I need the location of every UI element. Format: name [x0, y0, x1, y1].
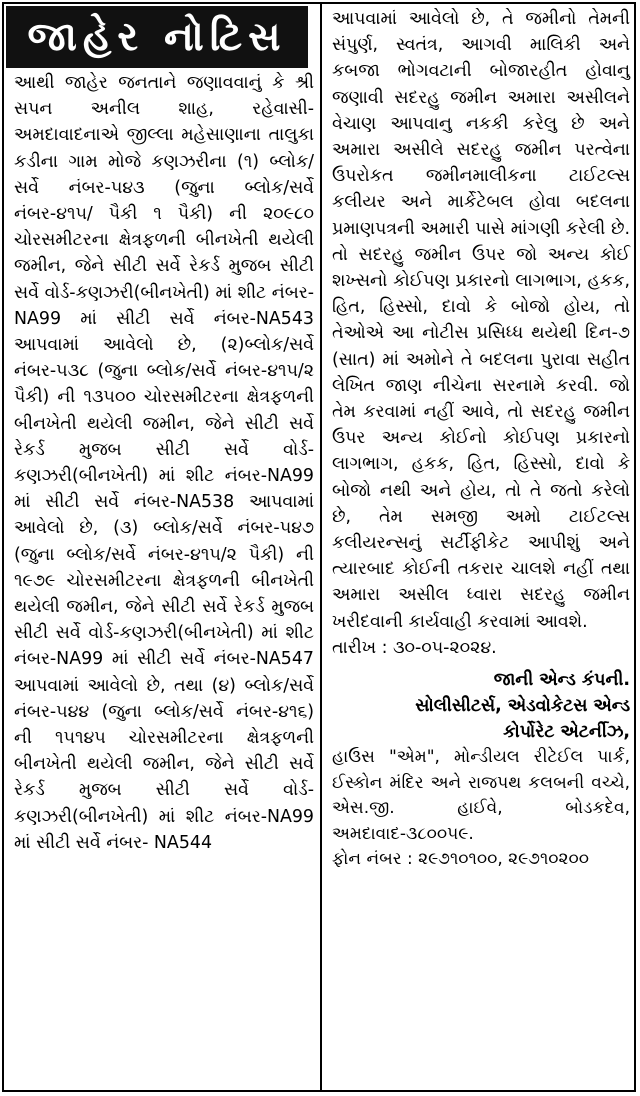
left-column [14, 70, 314, 856]
firm-phone: ફોન નંબર : ૨૯૭૧૦૧૦૦, ૨૯૭૧૦૨૦૦ [332, 849, 589, 870]
column-divider [320, 4, 322, 1090]
notice-body-left: આથી જાહેર જનતાને જણાવવાનું કે શ્રી સપન અનીલ શાહ, રહેવાસી-અમદાવાદનાએ જીલ્લા મહેસાણાના તાલુકા કડીના ગામ મોજે કણઝરીના (૧) બ્લોક/સર્વે નંબર-૫૪૩ (જુના બ્લોક/સર્વે નંબર-૪૧૫/ પૈકી ૧ પૈકી) ની ૨૦૯૮૦ ચોરસમીટરના ક્ષેત્રફળની બીનખેતી થયેલી જમીન, જેને સીટી સર્વે રેકર્ડ મુજબ સીટી સર્વે વોર્ડ-કણઝરી(બીનખેતી) માં શીટ નંબર- NA99 માં સીટી સર્વે નંબર-NA543 આપવામાં આવેલો છે, (૨)બ્લોક/સર્વે નંબર-૫૩૮ (જુના બ્લોક/સર્વે નંબર-૪૧૫/૨ પૈકી) ની ૧૩૫૦૦ ચોરસમીટરના ક્ષેત્રફળની બીનખેતી થયેલી જમીન, જેને સીટી સર્વે રેકર્ડ મુજબ સીટી સર્વે વોર્ડ-કણઝરી(બીનખેતી) માં શીટ નંબર-NA99 માં સીટી સર્વે નંબર-NA538 આપવામાં આવેલો છે, (૩) બ્લોક/સર્વે નંબર-૫૪૭ (જુના બ્લોક/સર્વે નંબર-૪૧૫/૨ પૈકી) ની ૧૯૭૯ ચોરસમીટરના ક્ષેત્રફળની બીનખેતી થયેલી જમીન, જેને સીટી સર્વે રેકર્ડ મુજબ સીટી સર્વે વોર્ડ-કણઝરી(બીનખેતી) માં શીટ નંબર-NA99 માં સીટી સર્વે નંબર-NA547 આપવામાં આવેલો છે, તથા (૪) બ્લોક/સર્વે નંબર-૫૪૪ (જુના બ્લોક/સર્વે નંબર-૪૧૬) ની ૧૫૧૪૫ ચોરસમીટરના ક્ષેત્રફળની બીનખેતી થયેલી જમીન, જેને સીટી સર્વે રેકર્ડ મુજબ સીટી સર્વે વોર્ડ-કણઝરી(બીનખેતી) માં શીટ નંબર-NA99 માં સીટી સર્વે નંબર- NA544 [14, 73, 314, 853]
firm-line: કોર્પોરેટ એટર્નીઝ, [503, 722, 630, 743]
notice-body-right: આપવામાં આવેલો છે, તે જમીનો તેમની સંપુર્ણ, સ્વતંત્ર, આગવી માલિકી અને કબજા ભોગવટાની બોજારહીત હોવાનુ જણાવી સદરહુ જમીન અમારા અસીલને વેચાણ આપવાનુ નકકી કરેલુ છે અને અમારા અસીલે સદરહુ જમીન પરત્વેના ઉપરોકત જમીનમાલીકના ટાઈટલ્સ કલીયર અને માર્કેટેબલ હોવા બદલના પ્રમાણપત્રની અમારી પાસે માંગણી કરેલી છે. તો સદરહુ જમીન ઉપર જો અન્ય કોઈ શખ્સનો કોઈપણ પ્રકારનો લાગભાગ, હકક, હિત, હિસ્સો, દાવો કે બોજો હોય, તો તેઓએ આ નોટીસ પ્રસિધ્ધ થયેથી દિન-૭ (સાત) માં અમોને તે બદલના પુરાવા સહીત લેખિત જાણ નીચેના સરનામે કરવી. જો તેમ કરવામાં નહીં આવે, તો સદરહુ જમીન ઉપર અન્ય કોઈનો કોઈપણ પ્રકારનો લાગભાગ, હકક, હિત, હિસ્સો, દાવો કે બોજો નથી અને હોય, તો તે જતો કરેલો છે, તેમ સમજી અમો ટાઈટલ્સ કલીયરન્સનું સર્ટીફીકેટ આપીશું અને ત્યારબાદ કોઈની તકરાર ચાલશે નહીં તથા અમારા અસીલ ધ્વારા સદરહુ જમીન ખરીદવાની કાર્યવાહી કરવામાં આવશે. [332, 9, 630, 632]
notice-title: જાહેર નોટિસ [6, 6, 308, 68]
public-notice [2, 2, 636, 1092]
firm-line: જાની એન્ડ કંપની. [493, 670, 630, 691]
firm-name [332, 667, 630, 745]
right-column [332, 6, 630, 873]
firm-line: સોલીસીટર્સ, એડવોકેટસ એન્ડ [415, 696, 630, 717]
notice-date: તારીખ : ૩૦-૦૫-૨૦૨૪. [332, 637, 497, 658]
firm-address: હાઉસ "એમ", મોન્ડીયલ રીટેઈલ પાર્ક, ઈસ્કોન મંદિર અને રાજપથ કલબની વચ્ચે, એસ.જી. હાઈવે, બોડકદેવ, અમદાવાદ-૩૮૦૦૫૯. [332, 747, 630, 844]
